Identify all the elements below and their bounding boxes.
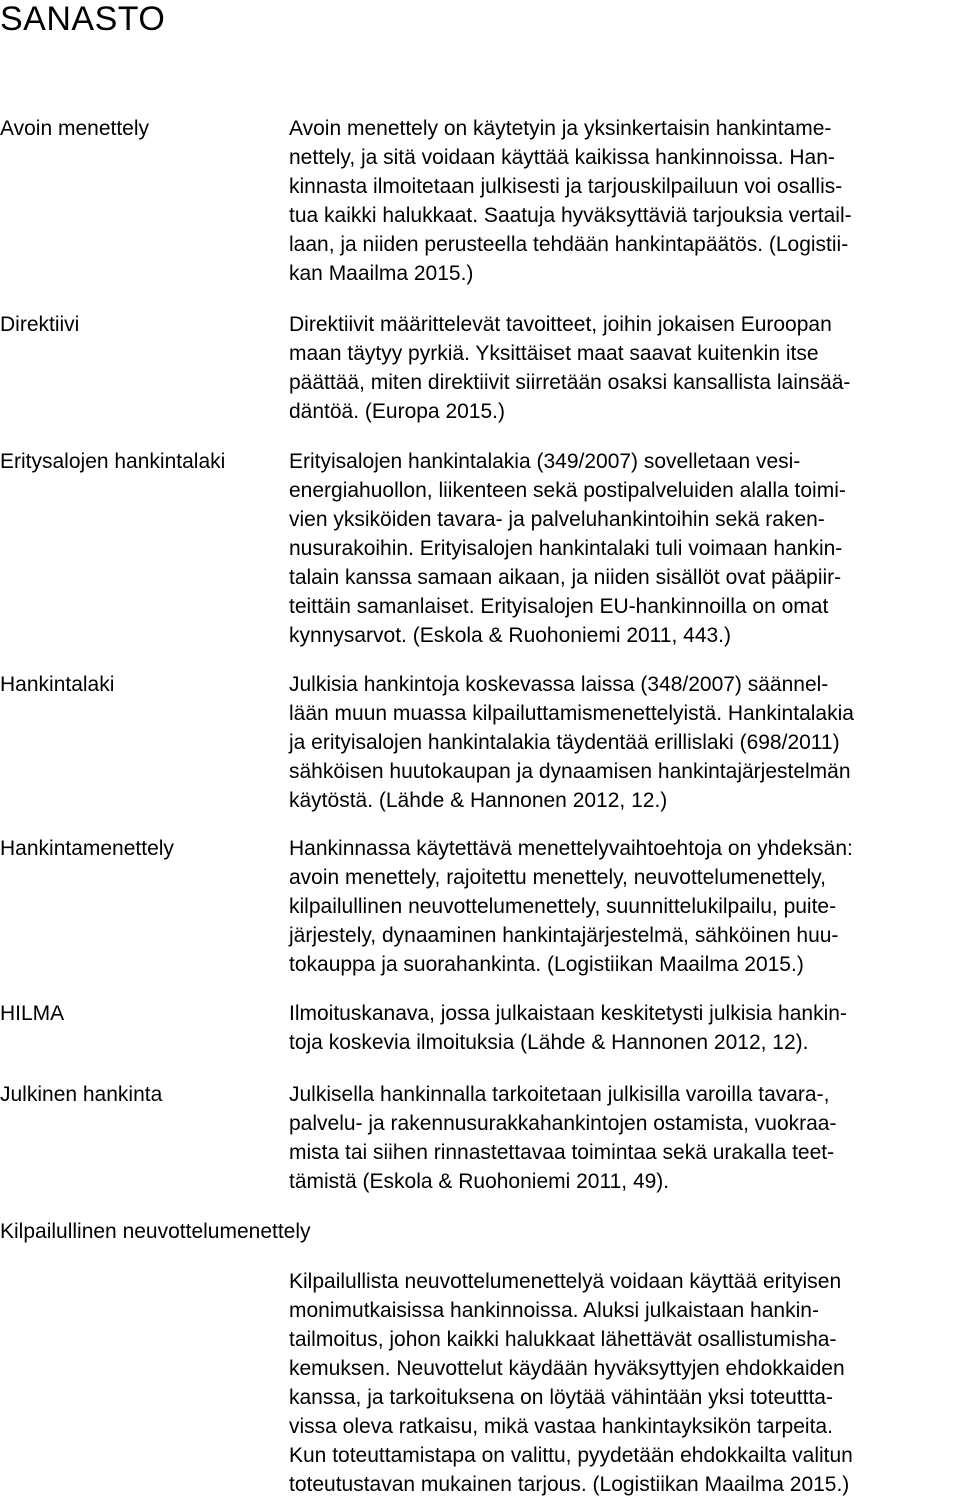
definition-line: Kilpailullista neuvottelumenettelyä voidaan käyttää erityisen [289, 1270, 842, 1293]
definition-line: Kun toteuttamistapa on valittu, pyydetään ehdokkailta valitun [289, 1444, 853, 1467]
definition-line: maan täytyy pyrkiä. Yksittäiset maat saavat kuitenkin itse [289, 342, 819, 365]
definition-line: vissa oleva ratkaisu, mikä vastaa hankintayksikön tarpeita. [289, 1415, 833, 1438]
definition-line: tokauppa ja suorahankinta. (Logistiikan Maailma 2015.) [289, 953, 804, 976]
definition-line: päättää, miten direktiivit siirretään osaksi kansallista lainsää- [289, 371, 851, 394]
definition-line: Erityisalojen hankintalakia (349/2007) sovelletaan vesi- [289, 450, 801, 473]
page-title: SANASTO [0, 0, 166, 38]
definition-line: talain kanssa samaan aikaan, ja niiden sisällöt ovat pääpiir- [289, 566, 842, 589]
definition-line: kanssa, ja tarkoituksena on löytää vähintään yksi toteuttta- [289, 1386, 833, 1409]
definition-line: energiahuollon, liikenteen sekä postipalveluiden alalla toimi- [289, 479, 846, 502]
definition-line: däntöä. (Europa 2015.) [289, 400, 505, 423]
definition-line: laan, ja niiden perusteella tehdään hankintapäätös. (Logistii- [289, 233, 849, 256]
definition-line: Avoin menettely on käytetyin ja yksinkertaisin hankintame- [289, 117, 832, 140]
glossary-definition-direktiivi [289, 310, 850, 426]
definition-line: tämistä (Eskola & Ruohoniemi 2011, 49). [289, 1170, 670, 1193]
glossary-definition-hankintalaki [289, 670, 854, 815]
definition-line: sähköisen huutokaupan ja dynaamisen hankintajärjestelmän [289, 760, 851, 783]
definition-line: ja erityisalojen hankintalakia täydentää erillislaki (698/2011) [289, 731, 840, 754]
definition-line: tailmoitus, johon kaikki halukkaat lähettävät osallistumisha- [289, 1328, 837, 1351]
definition-line: nusurakoihin. Erityisalojen hankintalaki tuli voimaan hankin- [289, 537, 843, 560]
definition-line: järjestely, dynaaminen hankintajärjestelmä, sähköinen huu- [289, 924, 839, 947]
glossary-definition-avoin-menettely [289, 114, 852, 288]
glossary-term-hankintalaki: Hankintalaki [0, 673, 115, 696]
definition-line: käytöstä. (Lähde & Hannonen 2012, 12.) [289, 789, 668, 812]
glossary-term-avoin-menettely: Avoin menettely [0, 117, 150, 140]
definition-line: Julkisia hankintoja koskevassa laissa (348/2007) säännel- [289, 673, 829, 696]
definition-line: kynnysarvot. (Eskola & Ruohoniemi 2011, 443.) [289, 624, 732, 647]
definition-line: palvelu- ja rakennusurakkahankintojen ostamista, vuokraa- [289, 1112, 837, 1135]
definition-line: nettely, ja sitä voidaan käyttää kaikissa hankinnoissa. Han- [289, 146, 835, 169]
glossary-term-eritysalojen-hankintalaki: Eritysalojen hankintalaki [0, 450, 226, 473]
definition-line: tua kaikki halukkaat. Saatuja hyväksyttäviä tarjouksia vertail- [289, 204, 852, 227]
definition-line: kemuksen. Neuvottelut käydään hyväksyttyjen ehdokkaiden [289, 1357, 845, 1380]
glossary-term-hilma: HILMA [0, 1002, 65, 1025]
definition-line: monimutkaisissa hankinnoissa. Aluksi julkaistaan hankin- [289, 1299, 819, 1322]
definition-line: Hankinnassa käytettävä menettelyvaihtoehtoja on yhdeksän: [289, 837, 853, 860]
glossary-definition-kilpailullinen-neuvottelumenettely [289, 1267, 853, 1499]
definition-line: Ilmoituskanava, jossa julkaistaan keskitetysti julkisia hankin- [289, 1002, 847, 1025]
glossary-term-direktiivi: Direktiivi [0, 313, 80, 336]
definition-line: Direktiivit määrittelevät tavoitteet, joihin jokaisen Euroopan [289, 313, 832, 336]
definition-line: toteutustavan mukainen tarjous. (Logistiikan Maailma 2015.) [289, 1473, 850, 1496]
definition-line: kilpailullinen neuvottelumenettely, suunnittelukilpailu, puite- [289, 895, 837, 918]
glossary-definition-hankintamenettely [289, 834, 853, 979]
glossary-definition-hilma [289, 999, 847, 1057]
definition-line: toja koskevia ilmoituksia (Lähde & Hannonen 2012, 12). [289, 1031, 809, 1054]
definition-line: mista tai siihen rinnastettavaa toimintaa sekä urakalla teet- [289, 1141, 835, 1164]
definition-line: lään muun muassa kilpailuttamismenettelyistä. Hankintalakia [289, 702, 854, 725]
definition-line: vien yksiköiden tavara- ja palveluhankintoihin sekä raken- [289, 508, 825, 531]
glossary-term-julkinen-hankinta: Julkinen hankinta [0, 1083, 163, 1106]
glossary-definition-julkinen-hankinta [289, 1080, 836, 1196]
definition-line: avoin menettely, rajoitettu menettely, neuvottelumenettely, [289, 866, 826, 889]
glossary-term-kilpailullinen-neuvottelumenettely: Kilpailullinen neuvottelumenettely [0, 1220, 311, 1243]
definition-line: Julkisella hankinnalla tarkoitetaan julkisilla varoilla tavara-, [289, 1083, 830, 1106]
definition-line: kan Maailma 2015.) [289, 262, 474, 285]
definition-line: teittäin samanlaiset. Erityisalojen EU-hankinnoilla on omat [289, 595, 829, 618]
definition-line: kinnasta ilmoitetaan julkisesti ja tarjouskilpailuun voi osallis- [289, 175, 843, 198]
glossary-term-hankintamenettely: Hankintamenettely [0, 837, 174, 860]
glossary-definition-eritysalojen-hankintalaki [289, 447, 846, 650]
